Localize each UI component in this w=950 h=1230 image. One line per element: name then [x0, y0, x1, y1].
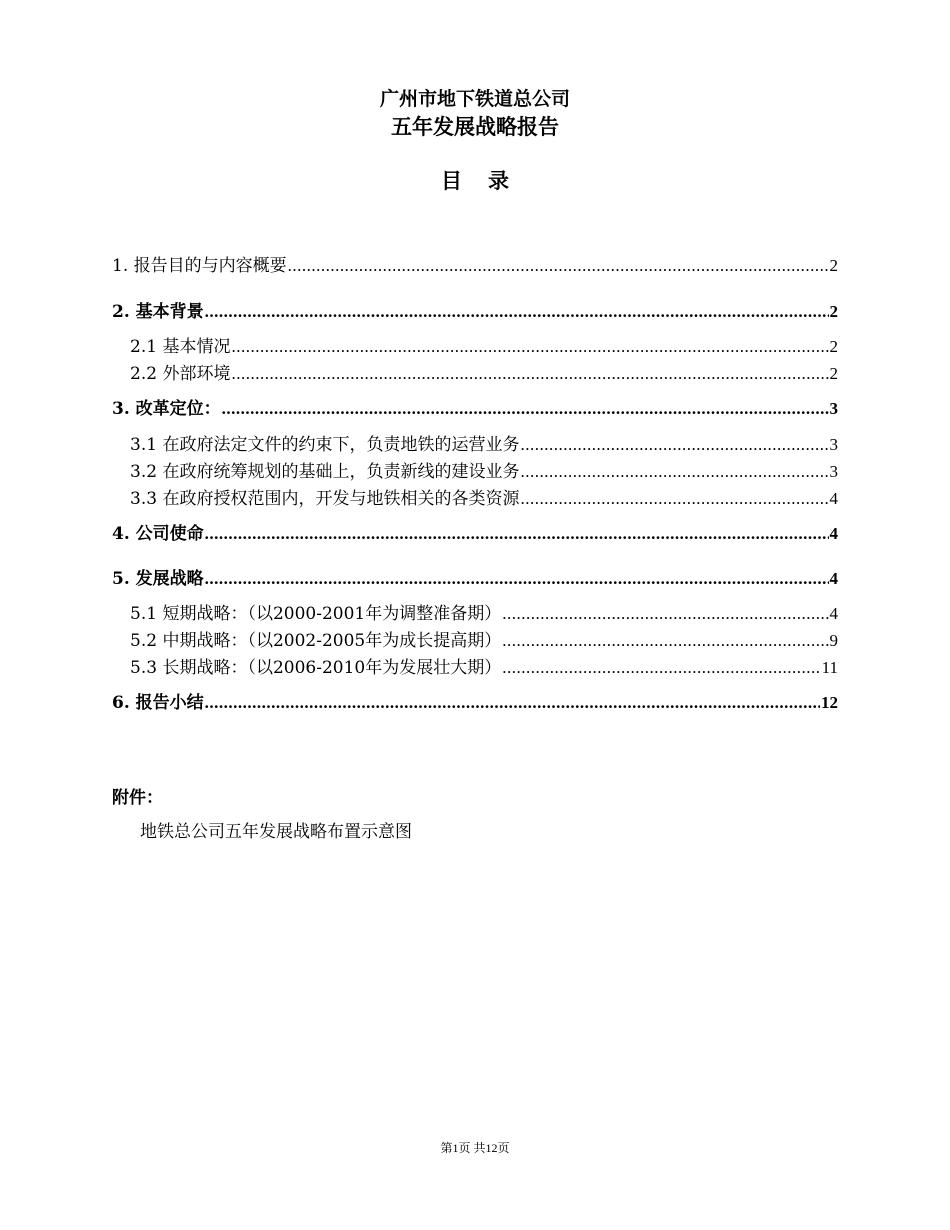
- attachment-item[interactable]: 地铁总公司五年发展战略布置示意图: [140, 822, 412, 842]
- toc-entry-text: 在政府统筹规划的基础上，负责新线的建设业务: [162, 462, 520, 482]
- toc-entry-5-1[interactable]: [130, 602, 838, 626]
- toc-leader: [502, 629, 828, 653]
- toc-entry-page: 11: [821, 658, 838, 677]
- toc-leader: [205, 522, 829, 546]
- toc-entry-page: 3: [829, 435, 838, 454]
- toc-entry-page: 2: [829, 337, 838, 356]
- toc-entry-text: 报告小结: [135, 693, 204, 713]
- company-name: 广州市地下铁道总公司: [379, 88, 570, 110]
- toc-leader: [520, 433, 828, 457]
- toc-entry-2-2[interactable]: [130, 362, 838, 386]
- toc-entry-page: 3: [829, 399, 838, 418]
- toc-entry-number: 5.1: [130, 604, 158, 624]
- toc-entry-page: 4: [829, 569, 838, 588]
- toc-entry-page: 2: [829, 364, 838, 383]
- toc-entry-number: 5.: [112, 569, 130, 589]
- toc-heading: 目录: [441, 168, 535, 193]
- toc-entry-text: 在政府法定文件的约束下，负责地铁的运营业务: [162, 435, 520, 455]
- toc-entry-text: 改革定位：: [135, 399, 221, 419]
- toc-entry-page: 3: [829, 462, 838, 481]
- toc-entry-2-1[interactable]: [130, 335, 838, 359]
- toc-entry-page: 4: [829, 489, 838, 508]
- toc-entry-4[interactable]: [112, 522, 838, 546]
- toc-entry-page: 4: [829, 604, 838, 623]
- toc-entry-page: 2: [829, 256, 838, 275]
- toc-entry-number: 5.2: [130, 631, 158, 651]
- toc-entry-text: 在政府授权范围内，开发与地铁相关的各类资源: [162, 489, 520, 509]
- toc-leader: [222, 397, 829, 421]
- toc-leader: [231, 362, 828, 386]
- toc-leader: [288, 254, 829, 278]
- toc-entry-page: 2: [829, 302, 838, 321]
- toc-entry-text: 基本情况: [162, 337, 231, 357]
- toc-entry-text: 基本背景: [135, 302, 204, 322]
- toc-entry-text: 中期战略：（以2002-2005年为成长提高期）: [162, 631, 502, 651]
- toc-entry-2[interactable]: [112, 300, 838, 324]
- attachments-label: 附件：: [112, 788, 163, 808]
- toc-entry-text: 外部环境: [162, 364, 231, 384]
- toc-entry-6[interactable]: [112, 691, 838, 715]
- toc-leader: [502, 656, 820, 680]
- toc-entry-number: 4.: [112, 524, 130, 544]
- toc-entry-3-1[interactable]: [130, 433, 838, 457]
- toc-entry-5-3[interactable]: [130, 656, 838, 680]
- toc-entry-page: 9: [829, 631, 838, 650]
- report-title: 五年发展战略报告: [391, 114, 559, 139]
- toc-entry-number: 2.1: [130, 337, 158, 357]
- toc-entry-page: 12: [821, 693, 838, 712]
- toc-entry-number: 3.3: [130, 489, 158, 509]
- toc-entry-3-3[interactable]: [130, 487, 838, 511]
- toc-entry-text: 短期战略：（以2000-2001年为调整准备期）: [162, 604, 502, 624]
- toc-entry-number: 1.: [112, 256, 129, 276]
- toc-entry-number: 3.2: [130, 462, 158, 482]
- toc-leader: [502, 602, 828, 626]
- toc-entry-number: 6.: [112, 693, 130, 713]
- toc-entry-text: 长期战略：（以2006-2010年为发展壮大期）: [162, 658, 502, 678]
- toc-leader: [520, 487, 828, 511]
- toc-leader: [520, 460, 828, 484]
- toc-entry-number: 3.1: [130, 435, 158, 455]
- toc-entry-text: 报告目的与内容概要: [133, 256, 287, 276]
- toc-entry-text: 公司使命: [135, 524, 204, 544]
- toc-entry-3-2[interactable]: [130, 460, 838, 484]
- toc-entry-number: 5.3: [130, 658, 158, 678]
- page-footer: 第1页 共12页: [440, 1141, 510, 1155]
- toc-entry-1[interactable]: [112, 254, 838, 278]
- toc-entry-text: 发展战略: [135, 569, 204, 589]
- toc-leader: [205, 691, 820, 715]
- toc-entry-number: 2.: [112, 302, 130, 322]
- toc-entry-number: 2.2: [130, 364, 158, 384]
- toc-entry-5-2[interactable]: [130, 629, 838, 653]
- toc-entry-number: 3.: [112, 399, 130, 419]
- toc-entry-page: 4: [829, 524, 838, 543]
- toc-leader: [205, 567, 829, 591]
- toc-entry-5[interactable]: [112, 567, 838, 591]
- toc-leader: [231, 335, 828, 359]
- toc-leader: [205, 300, 829, 324]
- toc-entry-3[interactable]: [112, 397, 838, 421]
